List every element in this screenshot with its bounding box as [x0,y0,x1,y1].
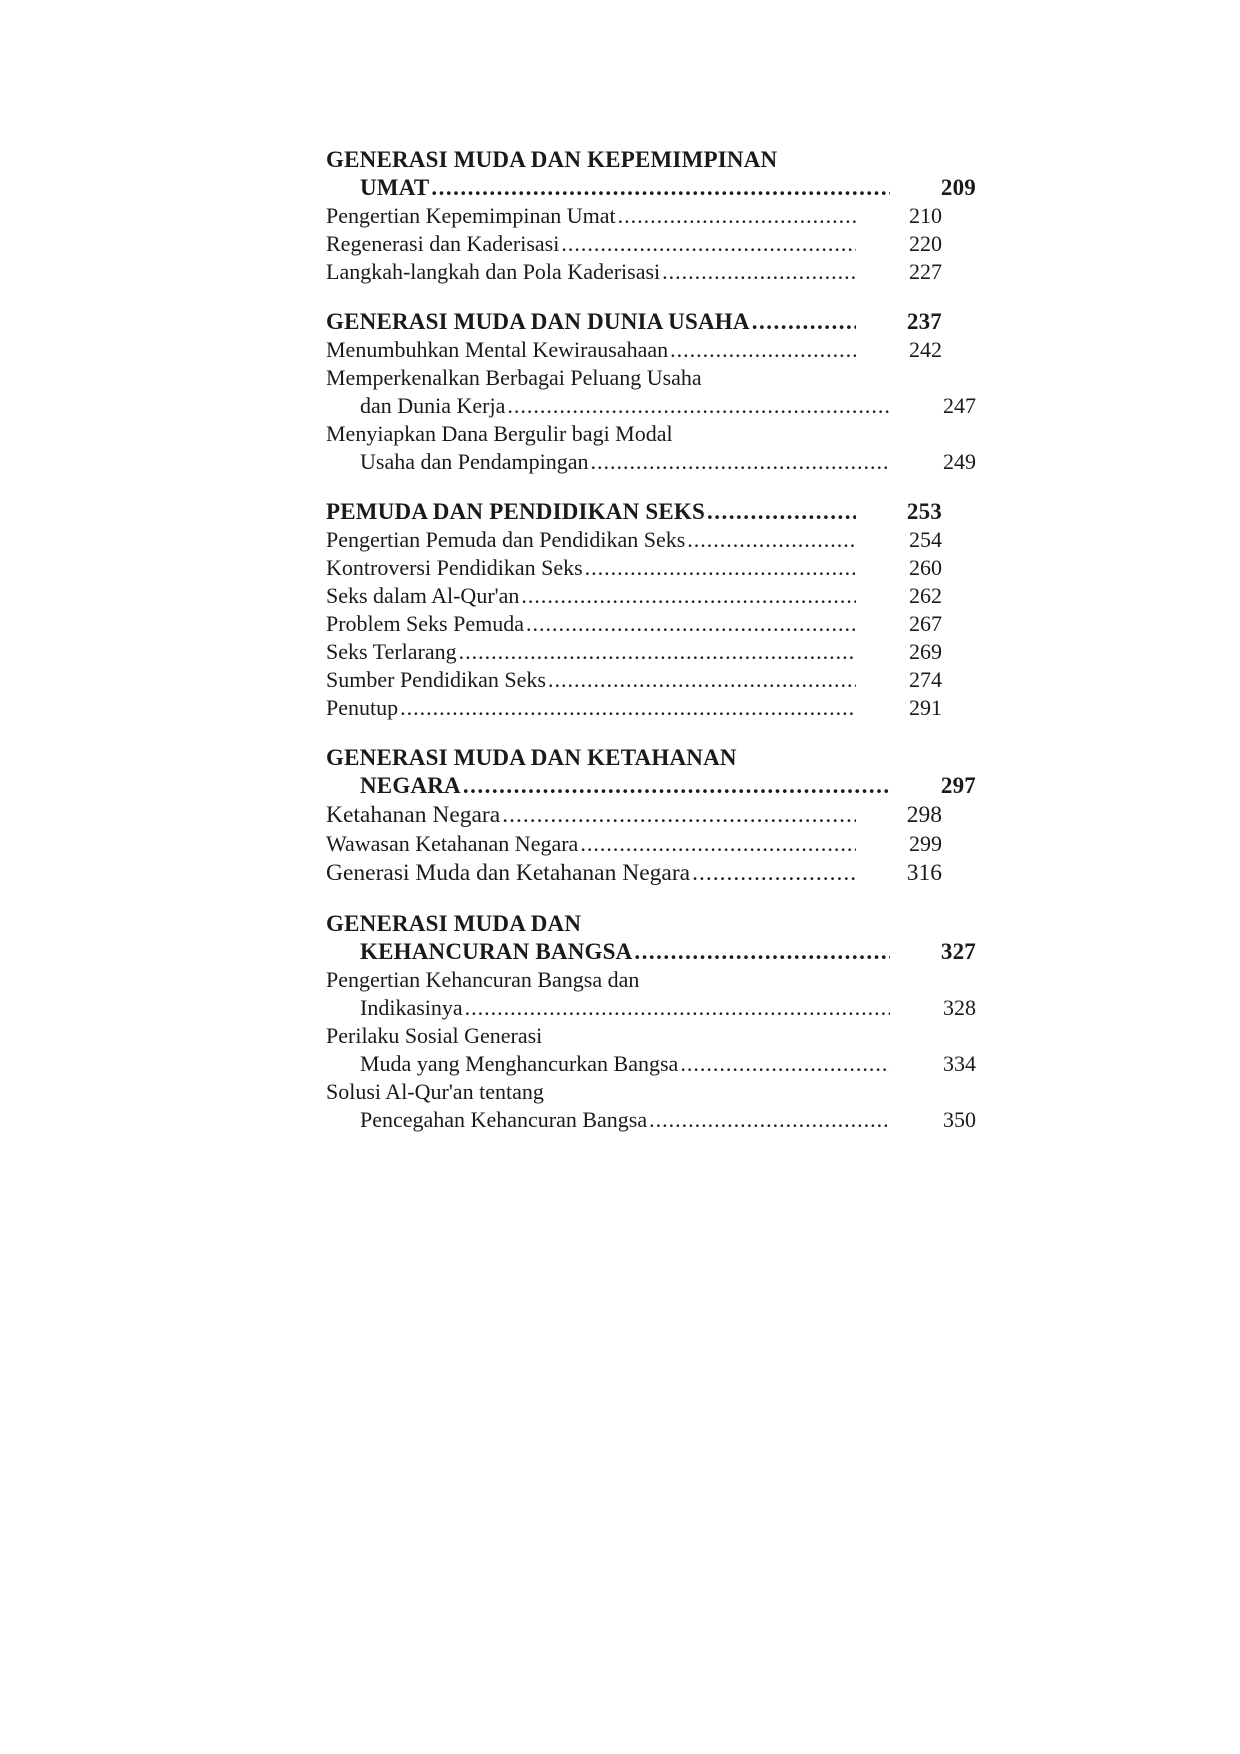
toc-section-kehancuran-bangsa [326,910,976,1134]
heading-line1: GENERASI MUDA DAN [326,911,582,936]
entry-page-number: 220 [909,231,942,256]
toc-entry-line2: Muda yang Menghancurkan Bangsa ..... 334 [326,1050,946,1078]
section-heading [326,498,946,526]
heading-line2: UMAT [360,175,430,200]
entry-page-number: 227 [909,259,942,284]
leader-dots [752,308,856,336]
entry-page-number: 210 [909,203,942,228]
toc-entry: Seks Terlarang ..... 269 [326,638,946,666]
toc-entry: Menumbuhkan Mental Kewirausahaan ..... 242 [326,336,946,364]
entry-page-number: 291 [909,695,942,720]
heading-page-number: 253 [906,499,942,524]
heading-page-number: 327 [940,939,976,964]
toc-entry: Seks dalam Al-Qur'an ..... 262 [326,582,946,610]
toc-entry: Langkah-langkah dan Pola Kaderisasi ..... 227 [326,258,946,286]
entry-page-number: 298 [906,802,942,828]
toc-entry-line1: Memperkenalkan Berbagai Peluang Usaha [326,365,702,390]
leader-dots [431,174,890,202]
section-heading [326,910,976,966]
entry-page-number: 242 [909,337,942,362]
heading-line1: GENERASI MUDA DAN KETAHANAN [326,745,737,770]
heading-line1: GENERASI MUDA DAN DUNIA USAHA [326,309,750,334]
entry-page-number: 274 [909,667,942,692]
heading-line1: GENERASI MUDA DAN KEPEMIMPINAN [326,147,778,172]
section-heading [326,146,976,202]
toc-entry: Sumber Pendidikan Seks ..... 274 [326,666,946,694]
entry-page-number: 316 [906,860,942,886]
entry-page-number: 350 [943,1107,976,1132]
entry-page-number: 254 [909,527,942,552]
entry-page-number: 260 [909,555,942,580]
heading-page-number: 237 [906,309,942,334]
toc-entry-line1: Perilaku Sosial Generasi [326,1023,543,1048]
toc-entry: Generasi Muda dan Ketahanan Negara ..... 316 [326,858,946,888]
toc-entry-line1: Solusi Al-Qur'an tentang [326,1079,544,1104]
toc-entry: Pengertian Kepemimpinan Umat ..... 210 [326,202,946,230]
toc-section-ketahanan-negara [326,744,976,888]
toc-entry: Penutup ..... 291 [326,694,946,722]
heading-page-number: 209 [940,175,976,200]
toc-section-pendidikan-seks [326,498,946,722]
toc-entry: Ketahanan Negara ..... 298 [326,800,946,830]
heading-line2: NEGARA [360,773,461,798]
leader-dots [634,938,890,966]
heading-page-number: 297 [940,773,976,798]
entry-page-number: 249 [943,449,976,474]
section-heading [326,308,946,336]
table-of-contents [326,146,976,1156]
entry-page-number: 267 [909,611,942,636]
toc-entry-line2: dan Dunia Kerja ..... 247 [326,392,946,420]
toc-entry-line1: Menyiapkan Dana Bergulir bagi Modal [326,421,673,446]
toc-entry-line1: Pengertian Kehancuran Bangsa dan [326,967,640,992]
toc-entry-line2: Indikasinya ..... 328 [326,994,946,1022]
entry-page-number: 247 [943,393,976,418]
entry-page-number: 269 [909,639,942,664]
entry-page-number: 262 [909,583,942,608]
toc-entry: Problem Seks Pemuda ..... 267 [326,610,946,638]
leader-dots [707,498,856,526]
toc-entry-line2: Usaha dan Pendampingan ..... 249 [326,448,946,476]
heading-line1: PEMUDA DAN PENDIDIKAN SEKS [326,499,705,524]
toc-section-kepemimpinan [326,146,976,286]
section-heading [326,744,976,800]
toc-entry-line2: Pencegahan Kehancuran Bangsa ..... 350 [326,1106,946,1134]
toc-entry: Regenerasi dan Kaderisasi ..... 220 [326,230,946,258]
entry-page-number: 299 [909,831,942,856]
toc-entry: Wawasan Ketahanan Negara ..... 299 [326,830,946,858]
entry-page-number: 334 [943,1051,976,1076]
heading-line2: KEHANCURAN BANGSA [360,939,633,964]
entry-page-number: 328 [943,995,976,1020]
toc-section-dunia-usaha [326,308,976,476]
toc-entry: Kontroversi Pendidikan Seks ..... 260 [326,554,946,582]
leader-dots [463,772,890,800]
toc-entry: Pengertian Pemuda dan Pendidikan Seks ..... 254 [326,526,946,554]
